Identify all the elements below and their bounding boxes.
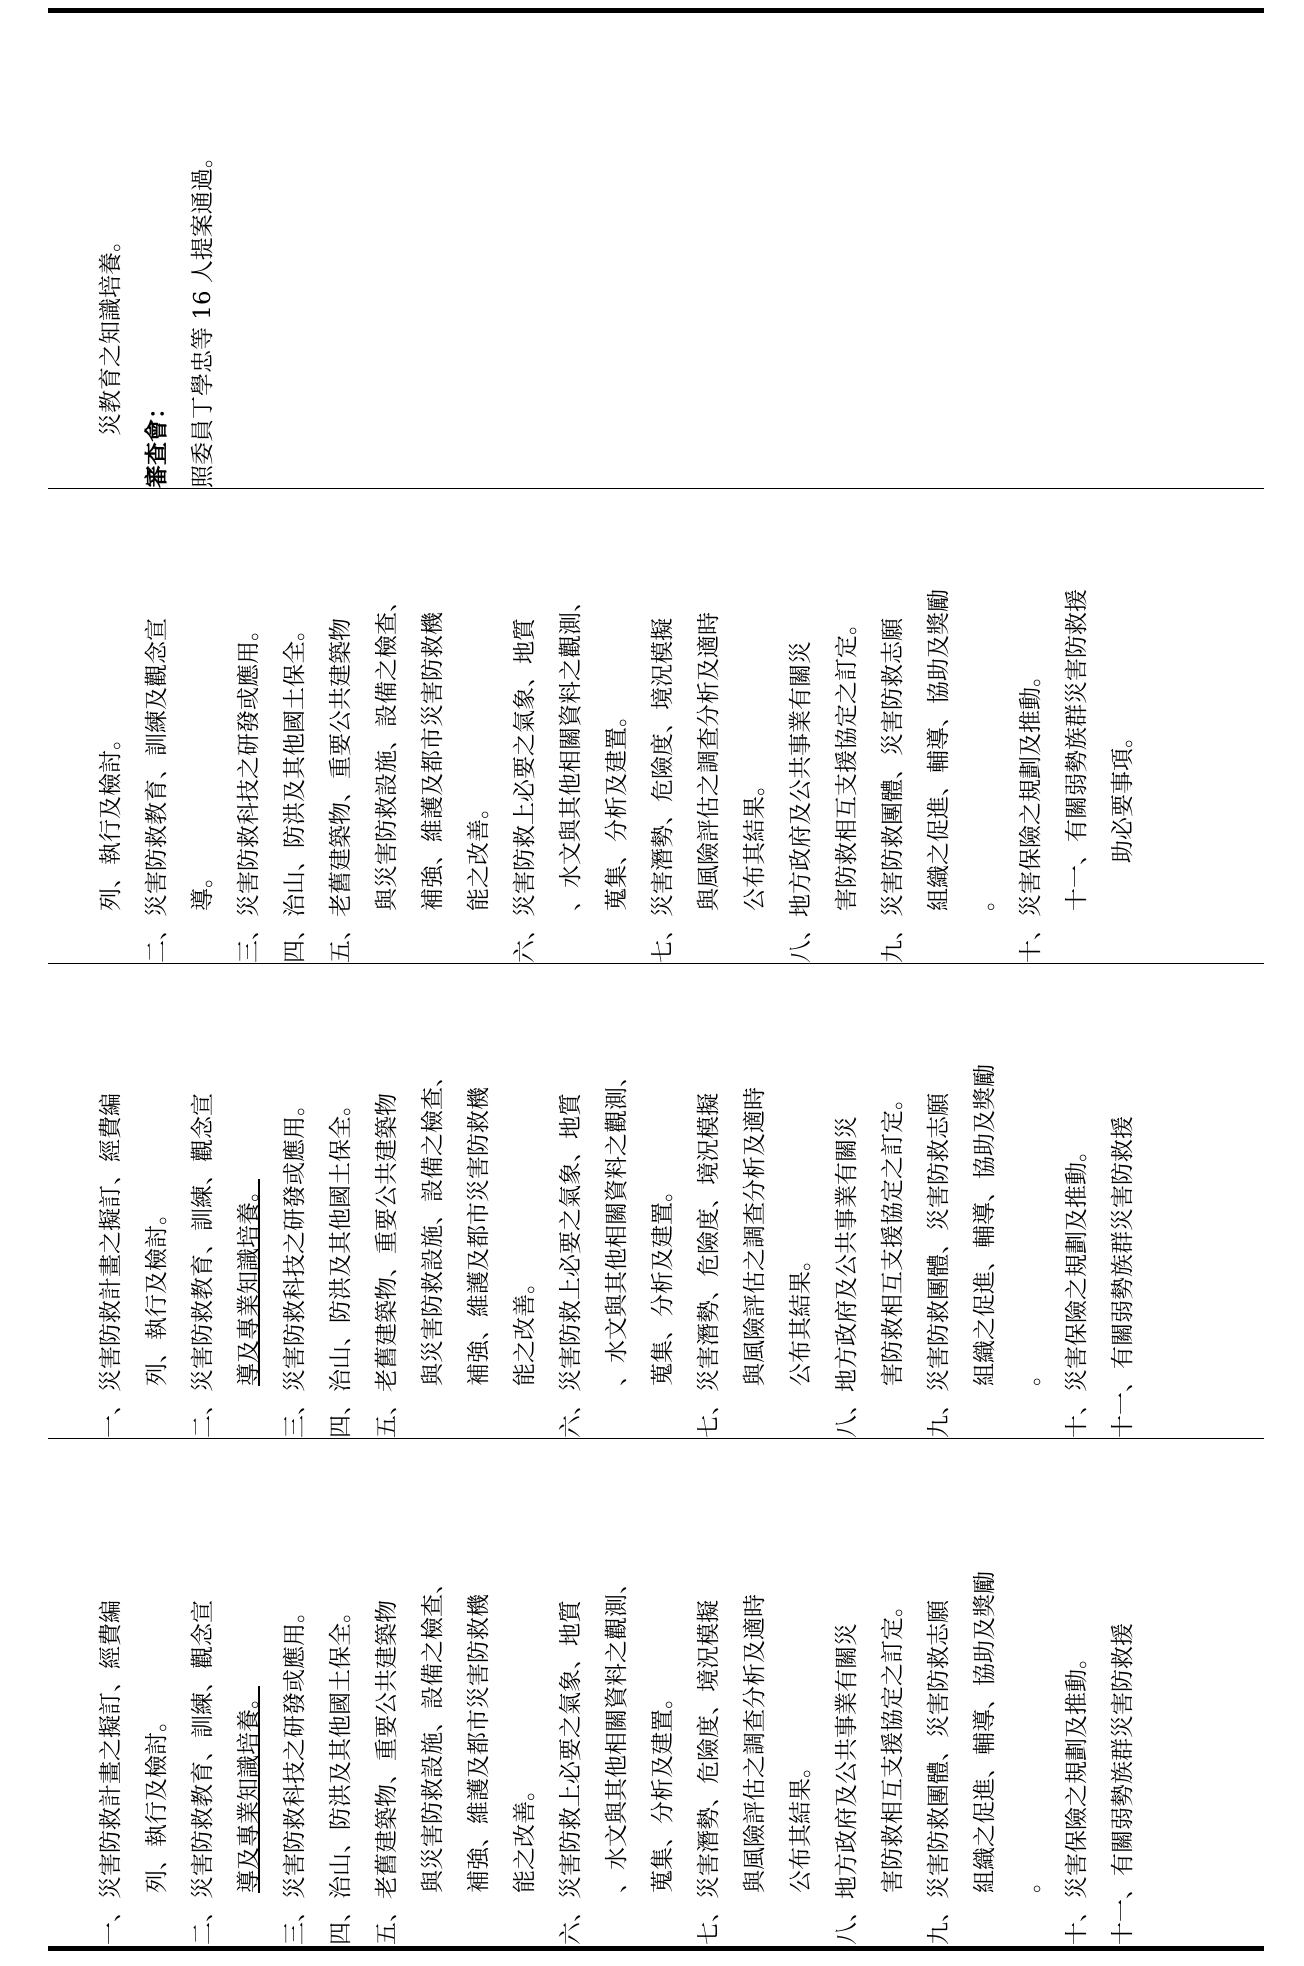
text-line: 能之改善。 [512,1778,538,1893]
review-result: 照委員丁學忠等 16 人提案通過。 [190,145,216,488]
text-line: 導。 [190,865,216,911]
text-line: 一、災害防救計畫之擬訂、經費編 [98,1600,124,1945]
text-line: 一、災害防救計畫之擬訂、經費編 [98,1093,124,1438]
top-border-rule [48,8,1264,13]
text-line: 二、災害防救教育、訓練、觀念宣 [190,1600,216,1945]
text-line: 。 [1018,1363,1044,1386]
bottom-border-rule [48,1946,1264,1951]
text-line: 。 [972,888,998,911]
text-line: 三、災害防救科技之研發或應用。 [282,1093,308,1438]
text-line: 與風險評估之調查分析及適時 [742,1087,768,1386]
text-line: 五、老舊建築物、重要公共建築物 [328,618,354,963]
text-line: 十、災害保險之規劃及推動。 [1018,664,1044,963]
text-line: 蒐集、分析及建置。 [650,1179,676,1386]
review-block [48,14,1264,488]
text-line: 蒐集、分析及建置。 [650,1686,676,1893]
text-line: 組織之促進、輔導、協助及獎勵 [972,1571,998,1893]
text-line-underlined: 導及專業知識培養。 [236,1179,262,1386]
text-line: 十、災害保險之規劃及推動。 [1064,1646,1090,1945]
text-line: 八、地方政府及公共事業有關災 [788,641,814,963]
text-line: 列、執行及檢討。 [144,1709,170,1893]
text-line: 四、治山、防洪及其他國土保全。 [328,1093,354,1438]
text-line: 列、執行及檢討。 [98,727,124,911]
text-line: 七、災害潛勢、危險度、境況模擬 [696,1093,722,1438]
text-line: 組織之促進、輔導、協助及獎勵 [972,1064,998,1386]
text-line: 四、治山、防洪及其他國土保全。 [328,1600,354,1945]
text-line: 與災害防救設施、設備之檢查、 [420,1571,446,1893]
text-line: 、水文與其他相關資料之觀測、 [604,1064,630,1386]
current-text-block [48,489,1264,963]
text-line: 公布其結果。 [742,773,768,911]
text-line: 補強、維護及都市災害防救機 [420,612,446,911]
text-line: 害防救相互支援協定之訂定。 [834,612,860,911]
text-line: 六、災害防救上必要之氣象、地質 [512,618,538,963]
text-line: 十一、有關弱勢族群災害防救援 [1064,589,1090,911]
text-line: 九、災害防救團體、災害防救志願 [880,618,906,963]
text-line: 公布其結果。 [788,1755,814,1893]
text-line: 二、災害防救教育、訓練及觀念宣 [144,618,170,963]
text-line: 七、災害潛勢、危險度、境況模擬 [650,618,676,963]
text-line: 八、地方政府及公共事業有關災 [834,1623,860,1945]
text-line: 助必要事項。 [1110,725,1136,863]
review-prev-line: 災教育之知識培養。 [98,229,124,436]
text-line: 五、老舊建築物、重要公共建築物 [374,1093,400,1438]
text-line: 能之改善。 [466,796,492,911]
text-line: 八、地方政府及公共事業有關災 [834,1116,860,1438]
text-line: 補強、維護及都市災害防救機 [466,1594,492,1893]
text-line: 蒐集、分析及建置。 [604,704,630,911]
text-line: 列、執行及檢討。 [144,1202,170,1386]
text-line: 公布其結果。 [788,1248,814,1386]
text-line: 能之改善。 [512,1271,538,1386]
text-line: 二、災害防救教育、訓練、觀念宣 [190,1093,216,1438]
text-line: 與風險評估之調查分析及適時 [742,1594,768,1893]
text-line: 七、災害潛勢、危險度、境況模擬 [696,1600,722,1945]
text-line: 、水文與其他相關資料之觀測、 [558,589,584,911]
text-line: 九、災害防救團體、災害防救志願 [926,1600,952,1945]
text-line-underlined: 導及專業知識培養。 [236,1686,262,1893]
text-line: 三、災害防救科技之研發或應用。 [282,1600,308,1945]
text-line: 四、治山、防洪及其他國土保全。 [282,618,308,963]
text-line: 十一、有關弱勢族群災害防救援 [1110,1116,1136,1438]
text-line: 組織之促進、輔導、協助及獎勵 [926,589,952,911]
text-line: 與風險評估之調查分析及適時 [696,612,722,911]
text-line: 六、災害防救上必要之氣象、地質 [558,1600,584,1945]
text-line: 害防救相互支援協定之訂定。 [880,1087,906,1386]
text-line: 害防救相互支援協定之訂定。 [880,1594,906,1893]
text-line: 與災害防救設施、設備之檢查、 [374,589,400,911]
text-line: 與災害防救設施、設備之檢查、 [420,1064,446,1386]
text-line: 十一、有關弱勢族群災害防救援 [1110,1623,1136,1945]
text-line: 。 [1018,1870,1044,1893]
proposed-text-block [48,964,1264,1438]
review-label: 審查會： [143,396,170,488]
text-line: 九、災害防救團體、災害防救志願 [926,1093,952,1438]
amended-text-block [48,1439,1264,1945]
text-line: 、水文與其他相關資料之觀測、 [604,1571,630,1893]
text-line: 三、災害防救科技之研發或應用。 [236,618,262,963]
text-line: 十、災害保險之規劃及推動。 [1064,1139,1090,1438]
text-line: 補強、維護及都市災害防救機 [466,1087,492,1386]
text-line: 五、老舊建築物、重要公共建築物 [374,1600,400,1945]
text-line: 六、災害防救上必要之氣象、地質 [558,1093,584,1438]
